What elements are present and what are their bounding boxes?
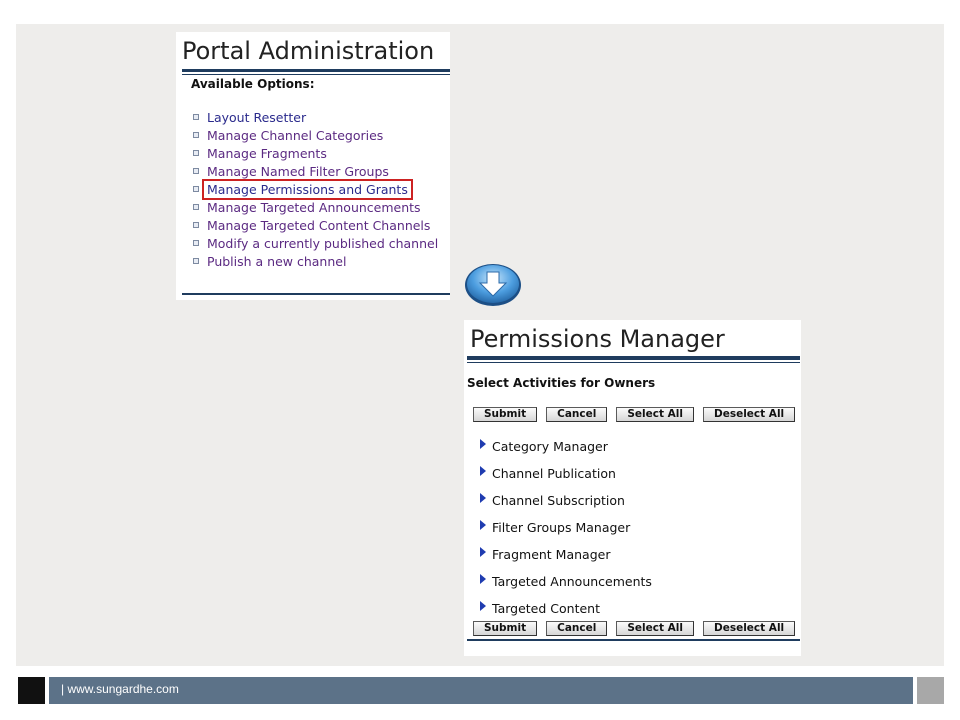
activity-targeted-announcements[interactable]	[480, 568, 652, 595]
activity-targeted-content[interactable]	[480, 595, 652, 622]
title-rule-thin	[182, 74, 450, 75]
bottom-rule	[182, 293, 450, 295]
bullet-icon	[193, 114, 199, 120]
list-item	[193, 144, 438, 162]
list-item	[193, 126, 438, 144]
activity-fragment-manager[interactable]	[480, 541, 652, 568]
list-item	[193, 108, 438, 126]
activity-channel-subscription[interactable]	[480, 487, 652, 514]
select-all-button[interactable]: Select All	[616, 407, 694, 422]
expand-triangle-icon[interactable]	[480, 574, 486, 584]
list-item	[193, 252, 438, 270]
title-rule-thin	[467, 362, 800, 363]
bullet-icon	[193, 150, 199, 156]
bullet-icon	[193, 240, 199, 246]
option-publish-new-channel[interactable]: Publish a new channel	[207, 253, 347, 269]
expand-triangle-icon[interactable]	[480, 493, 486, 503]
expand-triangle-icon[interactable]	[480, 439, 486, 449]
option-modify-published-channel[interactable]: Modify a currently published channel	[207, 235, 439, 251]
option-manage-named-filter-groups[interactable]: Manage Named Filter Groups	[207, 163, 389, 179]
bullet-icon	[193, 132, 199, 138]
bullet-icon	[193, 204, 199, 210]
top-button-row	[473, 407, 795, 422]
option-manage-targeted-announcements[interactable]: Manage Targeted Announcements	[207, 199, 421, 215]
footer-url: | www.sungardhe.com	[61, 682, 179, 696]
title-rule	[467, 356, 800, 360]
bullet-icon	[193, 258, 199, 264]
bullet-icon	[193, 222, 199, 228]
activity-label: Filter Groups Manager	[492, 520, 631, 535]
activity-channel-publication[interactable]	[480, 460, 652, 487]
activity-label: Targeted Content	[492, 601, 600, 616]
permissions-title: Permissions Manager	[470, 325, 725, 353]
activity-label: Channel Subscription	[492, 493, 625, 508]
submit-button[interactable]: Submit	[473, 407, 537, 422]
portal-title: Portal Administration	[182, 37, 435, 65]
option-manage-channel-categories[interactable]: Manage Channel Categories	[207, 127, 384, 143]
list-item	[193, 216, 438, 234]
bottom-button-row	[473, 621, 795, 636]
activity-filter-groups-manager[interactable]	[480, 514, 652, 541]
activity-label: Fragment Manager	[492, 547, 611, 562]
expand-triangle-icon[interactable]	[480, 547, 486, 557]
bottom-rule	[467, 639, 800, 641]
expand-triangle-icon[interactable]	[480, 520, 486, 530]
cancel-button[interactable]: Cancel	[546, 621, 607, 636]
activity-label: Targeted Announcements	[492, 574, 652, 589]
option-manage-targeted-content-channels[interactable]: Manage Targeted Content Channels	[207, 217, 431, 233]
select-all-button[interactable]: Select All	[616, 621, 694, 636]
select-activities-heading: Select Activities for Owners	[467, 376, 656, 390]
activity-category-manager[interactable]	[480, 433, 652, 460]
portal-administration-panel	[176, 32, 450, 300]
list-item	[193, 234, 438, 252]
bullet-icon	[193, 186, 199, 192]
submit-button[interactable]: Submit	[473, 621, 537, 636]
list-item	[193, 198, 438, 216]
activities-list	[480, 433, 652, 622]
option-layout-resetter[interactable]: Layout Resetter	[207, 109, 307, 125]
down-arrow-icon	[463, 262, 523, 308]
list-item	[193, 180, 438, 198]
footer-bar	[49, 677, 913, 704]
footer-black-square	[18, 677, 45, 704]
option-manage-fragments[interactable]: Manage Fragments	[207, 145, 327, 161]
options-list	[193, 108, 438, 270]
title-rule	[182, 69, 450, 72]
permissions-manager-panel	[464, 320, 801, 656]
expand-triangle-icon[interactable]	[480, 466, 486, 476]
available-options-heading: Available Options:	[191, 77, 315, 91]
expand-triangle-icon[interactable]	[480, 601, 486, 611]
cancel-button[interactable]: Cancel	[546, 407, 607, 422]
activity-label: Channel Publication	[492, 466, 616, 481]
deselect-all-button[interactable]: Deselect All	[703, 407, 795, 422]
activity-label: Category Manager	[492, 439, 608, 454]
deselect-all-button[interactable]: Deselect All	[703, 621, 795, 636]
footer-gray-square	[917, 677, 944, 704]
list-item	[193, 162, 438, 180]
option-manage-permissions-and-grants[interactable]: Manage Permissions and Grants	[207, 181, 408, 197]
bullet-icon	[193, 168, 199, 174]
